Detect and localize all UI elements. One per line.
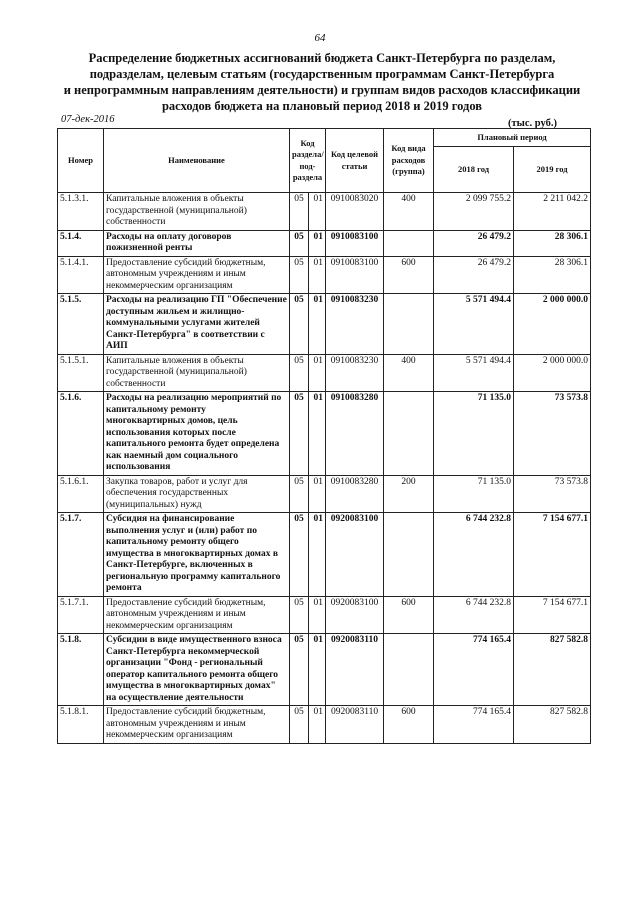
row-section-code: 05: [290, 513, 309, 597]
page-number: 64: [314, 32, 326, 44]
title-line: расходов бюджета на плановый период 2018 и 2019 годов: [161, 99, 483, 113]
row-number: 5.1.6.: [58, 392, 104, 476]
row-section-code: 05: [290, 596, 309, 634]
page-title: [48, 50, 596, 114]
table-row: [58, 706, 591, 744]
table-row: [58, 392, 591, 476]
row-number: 5.1.8.1.: [58, 706, 104, 744]
row-section-code: 05: [290, 256, 309, 294]
row-amount-2019: 28 306.1: [514, 230, 591, 256]
title-line: подразделам, целевым статьям (государственным программам Санкт-Петербурга: [89, 67, 555, 81]
row-expense-type: 600: [384, 256, 434, 294]
row-subsection-code: 01: [309, 193, 326, 231]
row-amount-2019: 73 573.8: [514, 475, 591, 513]
row-target-code: 0910083020: [326, 193, 384, 231]
row-subsection-code: 01: [309, 230, 326, 256]
row-section-code: 05: [290, 706, 309, 744]
row-section-code: 05: [290, 634, 309, 706]
row-expense-type: [384, 294, 434, 355]
row-number: 5.1.4.: [58, 230, 104, 256]
row-expense-type: [384, 230, 434, 256]
row-amount-2019: 827 582.8: [514, 634, 591, 706]
row-amount-2018: 71 135.0: [434, 392, 514, 476]
row-section-code: 05: [290, 193, 309, 231]
row-number: 5.1.7.: [58, 513, 104, 597]
row-expense-type: [384, 392, 434, 476]
row-target-code: 0920083100: [326, 596, 384, 634]
row-subsection-code: 01: [309, 513, 326, 597]
units-label: (тыс. руб.): [508, 118, 557, 129]
header-target-code: Код целевой статьи: [326, 129, 384, 193]
row-number: 5.1.3.1.: [58, 193, 104, 231]
row-name: Капитальные вложения в объекты государственной (муниципальной) собственности: [104, 193, 290, 231]
row-expense-type: [384, 513, 434, 597]
row-target-code: 0910083100: [326, 230, 384, 256]
row-name: Закупка товаров, работ и услуг для обеспечения государственных (муниципальных) нужд: [104, 475, 290, 513]
header-number: Номер: [58, 129, 104, 193]
row-amount-2018: 26 479.2: [434, 230, 514, 256]
row-amount-2019: 7 154 677.1: [514, 596, 591, 634]
row-expense-type: 200: [384, 475, 434, 513]
row-section-code: 05: [290, 230, 309, 256]
row-name: Субсидия на финансирование выполнения услуг и (или) работ по капитальному ремонту общего имущества в многоквартирных домах в Санкт-Петербурге, включенных в региональную программу капитального ремонта: [104, 513, 290, 597]
row-target-code: 0910083230: [326, 294, 384, 355]
table-row: [58, 230, 591, 256]
row-section-code: 05: [290, 354, 309, 392]
row-amount-2018: 5 571 494.4: [434, 354, 514, 392]
header-section-code: Код раздела/ под-раздела: [290, 129, 326, 193]
header-year-2019: 2019 год: [514, 147, 591, 193]
row-amount-2018: 5 571 494.4: [434, 294, 514, 355]
row-amount-2018: 6 744 232.8: [434, 596, 514, 634]
row-number: 5.1.5.: [58, 294, 104, 355]
row-name: Предоставление субсидий бюджетным, автономным учреждениям и иным некоммерческим организациям: [104, 256, 290, 294]
row-amount-2018: 774 165.4: [434, 634, 514, 706]
row-name: Предоставление субсидий бюджетным, автономным учреждениям и иным некоммерческим организациям: [104, 706, 290, 744]
row-expense-type: [384, 634, 434, 706]
row-name: Субсидии в виде имущественного взноса Санкт-Петербурга некоммерческой организации "Фонд - региональный оператор капитального ремонта общего имущества в многоквартирных домах" на осуществление деятельности: [104, 634, 290, 706]
table-row: [58, 294, 591, 355]
row-subsection-code: 01: [309, 256, 326, 294]
table-row: [58, 193, 591, 231]
row-section-code: 05: [290, 294, 309, 355]
row-target-code: 0910083280: [326, 392, 384, 476]
row-name: Расходы на реализацию мероприятий по капитальному ремонту многоквартирных домов, цель использования которых после капитального ремонта будет определена как наемный дом социального использования: [104, 392, 290, 476]
row-number: 5.1.7.1.: [58, 596, 104, 634]
row-amount-2018: 2 099 755.2: [434, 193, 514, 231]
row-section-code: 05: [290, 475, 309, 513]
row-number: 5.1.8.: [58, 634, 104, 706]
title-line: и непрограммным направлениям деятельности) и группам видов расходов классификации: [63, 83, 581, 97]
row-name: Расходы на оплату договоров пожизненной ренты: [104, 230, 290, 256]
row-amount-2019: 73 573.8: [514, 392, 591, 476]
row-target-code: 0920083100: [326, 513, 384, 597]
row-amount-2018: 26 479.2: [434, 256, 514, 294]
row-number: 5.1.5.1.: [58, 354, 104, 392]
row-number: 5.1.6.1.: [58, 475, 104, 513]
table-row: [58, 354, 591, 392]
header-planned-period: Плановый период: [434, 129, 591, 147]
row-expense-type: 400: [384, 354, 434, 392]
row-name: Капитальные вложения в объекты государственной (муниципальной) собственности: [104, 354, 290, 392]
row-subsection-code: 01: [309, 392, 326, 476]
table-row: [58, 513, 591, 597]
row-number: 5.1.4.1.: [58, 256, 104, 294]
row-subsection-code: 01: [309, 706, 326, 744]
row-subsection-code: 01: [309, 294, 326, 355]
row-amount-2019: 2 000 000.0: [514, 354, 591, 392]
row-subsection-code: 01: [309, 354, 326, 392]
header-year-2018: 2018 год: [434, 147, 514, 193]
row-subsection-code: 01: [309, 596, 326, 634]
row-name: Предоставление субсидий бюджетным, автономным учреждениям и иным некоммерческим организациям: [104, 596, 290, 634]
row-target-code: 0920083110: [326, 634, 384, 706]
document-date: 07-дек-2016: [61, 114, 115, 125]
row-expense-type: 600: [384, 596, 434, 634]
table-row: [58, 634, 591, 706]
row-amount-2019: 28 306.1: [514, 256, 591, 294]
row-target-code: 0920083110: [326, 706, 384, 744]
table-row: [58, 475, 591, 513]
row-amount-2019: 2 211 042.2: [514, 193, 591, 231]
row-subsection-code: 01: [309, 634, 326, 706]
row-target-code: 0910083280: [326, 475, 384, 513]
row-target-code: 0910083230: [326, 354, 384, 392]
row-amount-2018: 71 135.0: [434, 475, 514, 513]
row-expense-type: 400: [384, 193, 434, 231]
row-section-code: 05: [290, 392, 309, 476]
row-subsection-code: 01: [309, 475, 326, 513]
row-amount-2018: 6 744 232.8: [434, 513, 514, 597]
row-expense-type: 600: [384, 706, 434, 744]
header-name: Наименование: [104, 129, 290, 193]
row-amount-2019: 827 582.8: [514, 706, 591, 744]
budget-table: [57, 128, 591, 744]
row-amount-2018: 774 165.4: [434, 706, 514, 744]
row-amount-2019: 7 154 677.1: [514, 513, 591, 597]
row-amount-2019: 2 000 000.0: [514, 294, 591, 355]
table-row: [58, 596, 591, 634]
header-expense-type-code: Код вида расходов (группа): [384, 129, 434, 193]
row-target-code: 0910083100: [326, 256, 384, 294]
table-row: [58, 256, 591, 294]
title-line: Распределение бюджетных ассигнований бюджета Санкт-Петербурга по разделам,: [88, 51, 556, 65]
row-name: Расходы на реализацию ГП "Обеспечение доступным жильем и жилищно-коммунальными услугами жителей Санкт-Петербурга" в соответствии с АИП: [104, 294, 290, 355]
